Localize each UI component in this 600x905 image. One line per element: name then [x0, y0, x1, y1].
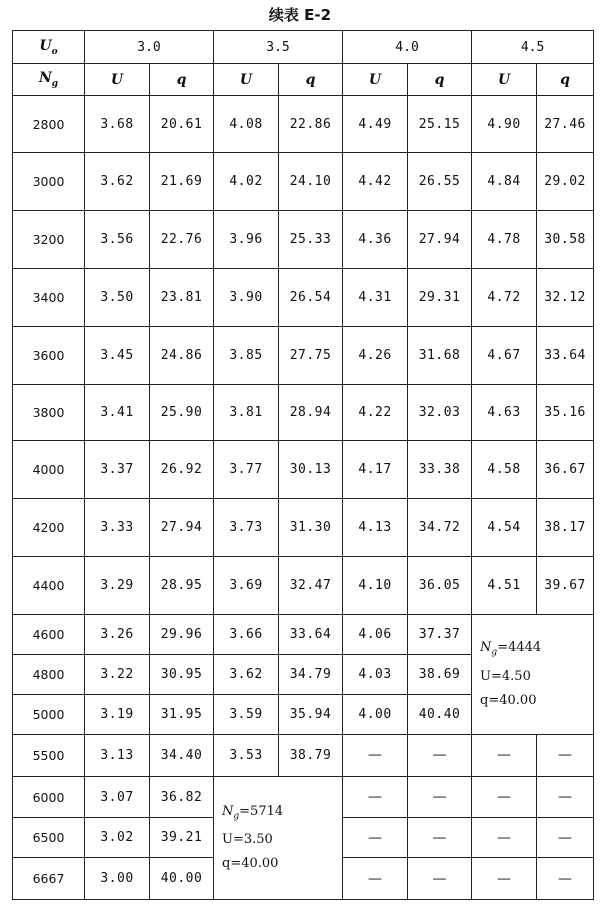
empty-cell: — [537, 818, 594, 858]
q-value-cell: 34.72 [408, 499, 472, 557]
table-row [13, 614, 594, 654]
q-value-cell: 32.12 [537, 268, 594, 326]
header-row-2 [13, 64, 594, 96]
data-table [12, 30, 594, 900]
q-value-cell: 23.81 [150, 268, 214, 326]
ng-cell: 4600 [13, 614, 85, 654]
q-value-cell: 38.79 [279, 734, 343, 776]
q-value-cell: 35.16 [537, 384, 594, 441]
u-value-cell: 3.73 [214, 499, 279, 557]
q-value-cell: 20.61 [150, 96, 214, 153]
u-value-cell: 3.59 [214, 695, 279, 735]
col-header-u: U [214, 64, 279, 96]
q-value-cell: 36.05 [408, 557, 472, 615]
u-value-cell: 3.53 [214, 734, 279, 776]
q-value-cell: 26.55 [408, 153, 472, 211]
u-value-cell: 4.72 [472, 268, 537, 326]
col-header-q: q [408, 64, 472, 96]
q-value-cell: 39.67 [537, 557, 594, 615]
q-value-cell: 40.00 [150, 858, 214, 900]
empty-cell: — [408, 776, 472, 818]
header-uo-label: $U_o$ [13, 31, 85, 64]
limit-note-35: $N_g=5714$ U=3.50 q=40.00 [214, 776, 343, 899]
u-value-cell: 3.45 [85, 326, 150, 384]
empty-cell: — [343, 818, 408, 858]
u-value-cell: 4.31 [343, 268, 408, 326]
q-value-cell: 28.94 [279, 384, 343, 441]
ng-cell: 6667 [13, 858, 85, 900]
u-value-cell: 4.08 [214, 96, 279, 153]
q-value-cell: 22.86 [279, 96, 343, 153]
u-value-cell: 4.36 [343, 210, 408, 268]
q-value-cell: 31.68 [408, 326, 472, 384]
q-value-cell: 34.79 [279, 654, 343, 695]
empty-cell: — [408, 734, 472, 776]
u-value-cell: 3.68 [85, 96, 150, 153]
ng-cell: 3600 [13, 326, 85, 384]
q-value-cell: 33.64 [537, 326, 594, 384]
q-value-cell: 27.94 [150, 499, 214, 557]
q-value-cell: 24.86 [150, 326, 214, 384]
q-value-cell: 32.47 [279, 557, 343, 615]
u-value-cell: 4.10 [343, 557, 408, 615]
empty-cell: — [472, 858, 537, 900]
u-value-cell: 4.22 [343, 384, 408, 441]
q-value-cell: 30.95 [150, 654, 214, 695]
u-value-cell: 4.51 [472, 557, 537, 615]
table-row [13, 268, 594, 326]
table-row [13, 96, 594, 153]
u-value-cell: 4.54 [472, 499, 537, 557]
u-value-cell: 4.78 [472, 210, 537, 268]
u-value-cell: 3.07 [85, 776, 150, 818]
u-value-cell: 4.00 [343, 695, 408, 735]
table-row [13, 776, 594, 818]
u-value-cell: 3.85 [214, 326, 279, 384]
empty-cell: — [343, 734, 408, 776]
q-value-cell: 26.92 [150, 441, 214, 499]
u-value-cell: 4.63 [472, 384, 537, 441]
q-value-cell: 24.10 [279, 153, 343, 211]
q-value-cell: 29.02 [537, 153, 594, 211]
q-value-cell: 36.67 [537, 441, 594, 499]
q-value-cell: 31.30 [279, 499, 343, 557]
ng-cell: 5000 [13, 695, 85, 735]
table-row [13, 153, 594, 211]
q-value-cell: 32.03 [408, 384, 472, 441]
q-value-cell: 30.13 [279, 441, 343, 499]
ng-cell: 3200 [13, 210, 85, 268]
q-value-cell: 29.96 [150, 614, 214, 654]
q-value-cell: 33.38 [408, 441, 472, 499]
col-header-q: q [537, 64, 594, 96]
u-value-cell: 4.03 [343, 654, 408, 695]
q-value-cell: 28.95 [150, 557, 214, 615]
empty-cell: — [472, 734, 537, 776]
table-row [13, 384, 594, 441]
u-value-cell: 3.62 [214, 654, 279, 695]
table-row [13, 499, 594, 557]
u-value-cell: 3.19 [85, 695, 150, 735]
u-value-cell: 3.69 [214, 557, 279, 615]
u-value-cell: 3.02 [85, 818, 150, 858]
limit-note-45: $N_g=4444$ U=4.50 q=40.00 [472, 614, 594, 734]
empty-cell: — [472, 776, 537, 818]
q-value-cell: 26.54 [279, 268, 343, 326]
u-value-cell: 4.84 [472, 153, 537, 211]
table-row [13, 734, 594, 776]
header-ng-label: $N_g$ [13, 64, 85, 96]
table-caption: 续表 E-2 [268, 6, 332, 24]
q-value-cell: 30.58 [537, 210, 594, 268]
u-value-cell: 3.90 [214, 268, 279, 326]
ng-cell: 4400 [13, 557, 85, 615]
ng-cell: 3400 [13, 268, 85, 326]
u-value-cell: 4.06 [343, 614, 408, 654]
u-value-cell: 3.37 [85, 441, 150, 499]
q-value-cell: 37.37 [408, 614, 472, 654]
q-value-cell: 38.69 [408, 654, 472, 695]
u-value-cell: 3.96 [214, 210, 279, 268]
col-header-q: q [150, 64, 214, 96]
ng-cell: 2800 [13, 96, 85, 153]
u-value-cell: 4.17 [343, 441, 408, 499]
empty-cell: — [343, 776, 408, 818]
u-value-cell: 3.62 [85, 153, 150, 211]
empty-cell: — [343, 858, 408, 900]
table-row [13, 441, 594, 499]
u-value-cell: 3.77 [214, 441, 279, 499]
q-value-cell: 22.76 [150, 210, 214, 268]
group-header: 3.5 [214, 31, 343, 64]
q-value-cell: 33.64 [279, 614, 343, 654]
ng-cell: 3000 [13, 153, 85, 211]
u-value-cell: 3.22 [85, 654, 150, 695]
group-header: 4.0 [343, 31, 472, 64]
ng-cell: 6000 [13, 776, 85, 818]
col-header-u: U [472, 64, 537, 96]
empty-cell: — [472, 818, 537, 858]
u-value-cell: 4.02 [214, 153, 279, 211]
table-row [13, 557, 594, 615]
q-value-cell: 34.40 [150, 734, 214, 776]
empty-cell: — [537, 858, 594, 900]
q-value-cell: 25.33 [279, 210, 343, 268]
u-value-cell: 3.56 [85, 210, 150, 268]
ng-cell: 6500 [13, 818, 85, 858]
q-value-cell: 36.82 [150, 776, 214, 818]
header-row-1 [13, 31, 594, 64]
q-value-cell: 25.15 [408, 96, 472, 153]
col-header-u: U [343, 64, 408, 96]
q-value-cell: 31.95 [150, 695, 214, 735]
ng-cell: 3800 [13, 384, 85, 441]
u-value-cell: 3.13 [85, 734, 150, 776]
q-value-cell: 38.17 [537, 499, 594, 557]
ng-cell: 4800 [13, 654, 85, 695]
u-value-cell: 4.49 [343, 96, 408, 153]
u-value-cell: 3.81 [214, 384, 279, 441]
q-value-cell: 29.31 [408, 268, 472, 326]
empty-cell: — [537, 776, 594, 818]
u-value-cell: 4.67 [472, 326, 537, 384]
q-value-cell: 35.94 [279, 695, 343, 735]
table-row [13, 326, 594, 384]
u-value-cell: 4.90 [472, 96, 537, 153]
q-value-cell: 25.90 [150, 384, 214, 441]
u-value-cell: 3.33 [85, 499, 150, 557]
u-value-cell: 4.26 [343, 326, 408, 384]
q-value-cell: 40.40 [408, 695, 472, 735]
u-value-cell: 4.13 [343, 499, 408, 557]
u-value-cell: 3.66 [214, 614, 279, 654]
u-value-cell: 3.41 [85, 384, 150, 441]
group-header: 3.0 [85, 31, 214, 64]
ng-cell: 5500 [13, 734, 85, 776]
q-value-cell: 27.75 [279, 326, 343, 384]
empty-cell: — [537, 734, 594, 776]
empty-cell: — [408, 818, 472, 858]
q-value-cell: 27.46 [537, 96, 594, 153]
u-value-cell: 3.29 [85, 557, 150, 615]
u-value-cell: 4.58 [472, 441, 537, 499]
col-header-u: U [85, 64, 150, 96]
empty-cell: — [408, 858, 472, 900]
u-value-cell: 3.00 [85, 858, 150, 900]
q-value-cell: 27.94 [408, 210, 472, 268]
table-row [13, 210, 594, 268]
col-header-q: q [279, 64, 343, 96]
q-value-cell: 21.69 [150, 153, 214, 211]
u-value-cell: 3.26 [85, 614, 150, 654]
u-value-cell: 4.42 [343, 153, 408, 211]
group-header: 4.5 [472, 31, 594, 64]
ng-cell: 4000 [13, 441, 85, 499]
u-value-cell: 3.50 [85, 268, 150, 326]
ng-cell: 4200 [13, 499, 85, 557]
q-value-cell: 39.21 [150, 818, 214, 858]
